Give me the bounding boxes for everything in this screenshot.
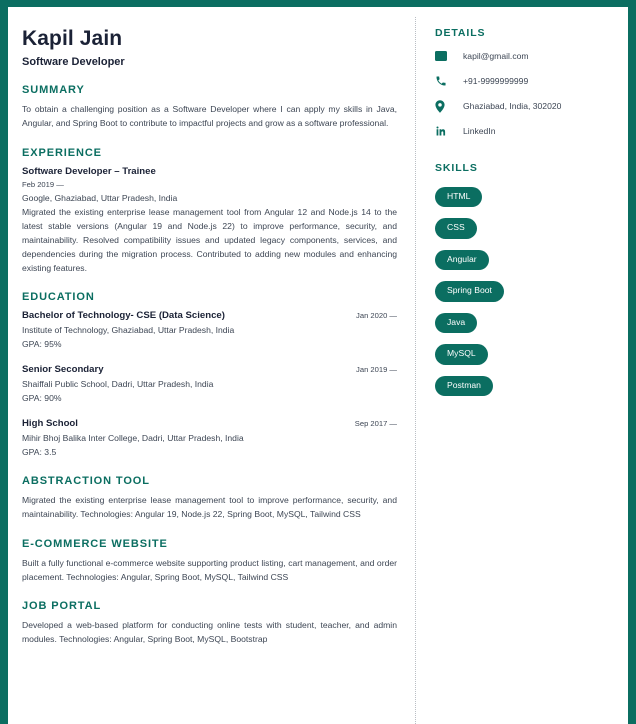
- skill-pill-java: Java: [435, 313, 477, 333]
- detail-row-phone: [435, 74, 618, 88]
- detail-row-email: [435, 49, 618, 63]
- section-heading-skills: SKILLS: [435, 162, 478, 174]
- sidebar-column: [415, 7, 628, 724]
- skill-item: [435, 249, 618, 280]
- experience-description: Migrated the existing enterprise lease management tool from Angular 12 and Node.js 14 to the latest stable versions (Angular 19 and Node.js 22) to improve performance, security, and maintainability. Resolved compatibility issues and updated legacy components, services, and dependencies during the migration process. Contributed to adding new modules and enhancing existing features.: [22, 206, 397, 273]
- experience-title: Software Developer – Trainee: [22, 165, 156, 177]
- location-pin-icon: [435, 100, 451, 113]
- detail-value-phone[interactable]: +91-9999999999: [463, 75, 529, 86]
- email-icon: [435, 51, 451, 61]
- skills-list: [435, 186, 618, 406]
- education-gpa: GPA: 95%: [22, 339, 62, 350]
- experience-employer: Google, Ghaziabad, Uttar Pradesh, India: [22, 192, 178, 203]
- education-degree: Senior Secondary: [22, 364, 104, 376]
- skill-item: [435, 186, 618, 217]
- project-description: Developed a web-based platform for conducting online tests with student, teacher, and admin modules. Technologies: Angular, Spring Boot, MySQL, Bootstrap: [22, 620, 397, 645]
- candidate-job-title: Software Developer: [22, 56, 125, 69]
- detail-value-email[interactable]: kapil@gmail.com: [463, 50, 529, 61]
- education-gpa: GPA: 90%: [22, 393, 62, 404]
- education-entry: [22, 418, 397, 459]
- skill-item: [435, 217, 618, 248]
- detail-value-linkedin[interactable]: LinkedIn: [463, 125, 496, 136]
- skill-item: [435, 375, 618, 406]
- education-institution: Mihir Bhoj Balika Inter College, Dadri, Uttar Pradesh, India: [22, 433, 244, 443]
- candidate-name: Kapil Jain: [22, 27, 123, 50]
- skill-item: [435, 280, 618, 311]
- section-heading-summary: SUMMARY: [22, 84, 85, 97]
- skill-pill-spring-boot: Spring Boot: [435, 281, 504, 301]
- section-heading-experience: EXPERIENCE: [22, 146, 102, 159]
- main-column: [8, 7, 415, 724]
- education-degree: Bachelor of Technology- CSE (Data Science): [22, 310, 225, 322]
- education-gpa: GPA: 3.5: [22, 446, 57, 457]
- summary-text: To obtain a challenging position as a Software Developer where I can apply my skills in Java, Angular, and Spring Boot to contribute to impactful projects and grow as a software professional.: [22, 104, 397, 129]
- education-entry: [22, 310, 397, 351]
- detail-row-linkedin: [435, 124, 618, 138]
- section-heading-abstraction-tool: ABSTRACTION TOOL: [22, 474, 150, 487]
- skill-pill-mysql: MySQL: [435, 344, 488, 364]
- skill-pill-html: HTML: [435, 187, 482, 207]
- education-date: Jan 2020 —: [356, 311, 397, 321]
- skill-pill-angular: Angular: [435, 250, 489, 270]
- column-divider: [415, 17, 416, 724]
- education-degree: High School: [22, 418, 78, 429]
- education-date: Sep 2017 —: [354, 419, 397, 428]
- phone-icon: [435, 75, 451, 87]
- skill-pill-css: CSS: [435, 218, 477, 238]
- skill-item: [435, 312, 618, 343]
- detail-row-location: [435, 99, 618, 113]
- experience-entry: [22, 166, 397, 276]
- project-description: Built a fully functional e-commerce website supporting product listing, cart management, and order placement. Technologies: Angular, Spring Boot, MySQL, Tailwind CSS: [22, 557, 397, 582]
- section-heading-details: DETAILS: [435, 27, 486, 39]
- section-heading-job-portal: JOB PORTAL: [22, 600, 102, 613]
- section-heading-education: EDUCATION: [22, 291, 95, 304]
- education-entry: [22, 364, 397, 405]
- education-institution: Shaiffali Public School, Dadri, Uttar Pradesh, India: [22, 379, 214, 390]
- experience-date: Feb 2019 —: [22, 179, 64, 189]
- skill-pill-postman: Postman: [435, 376, 493, 396]
- linkedin-icon: [435, 125, 451, 137]
- project-description: Migrated the existing enterprise lease management tool to improve performance, security, and maintainability. Technologies: Angular 19, Node.js 22, Spring Boot, MySQL, Tailwind CSS: [22, 494, 397, 519]
- education-institution: Institute of Technology, Ghaziabad, Uttar Pradesh, India: [22, 325, 235, 336]
- detail-value-location: Ghaziabad, India, 302020: [463, 100, 562, 111]
- section-heading-ecommerce-website: E-COMMERCE WEBSITE: [22, 537, 168, 550]
- skill-item: [435, 343, 618, 374]
- education-date: Jan 2019 —: [356, 365, 397, 375]
